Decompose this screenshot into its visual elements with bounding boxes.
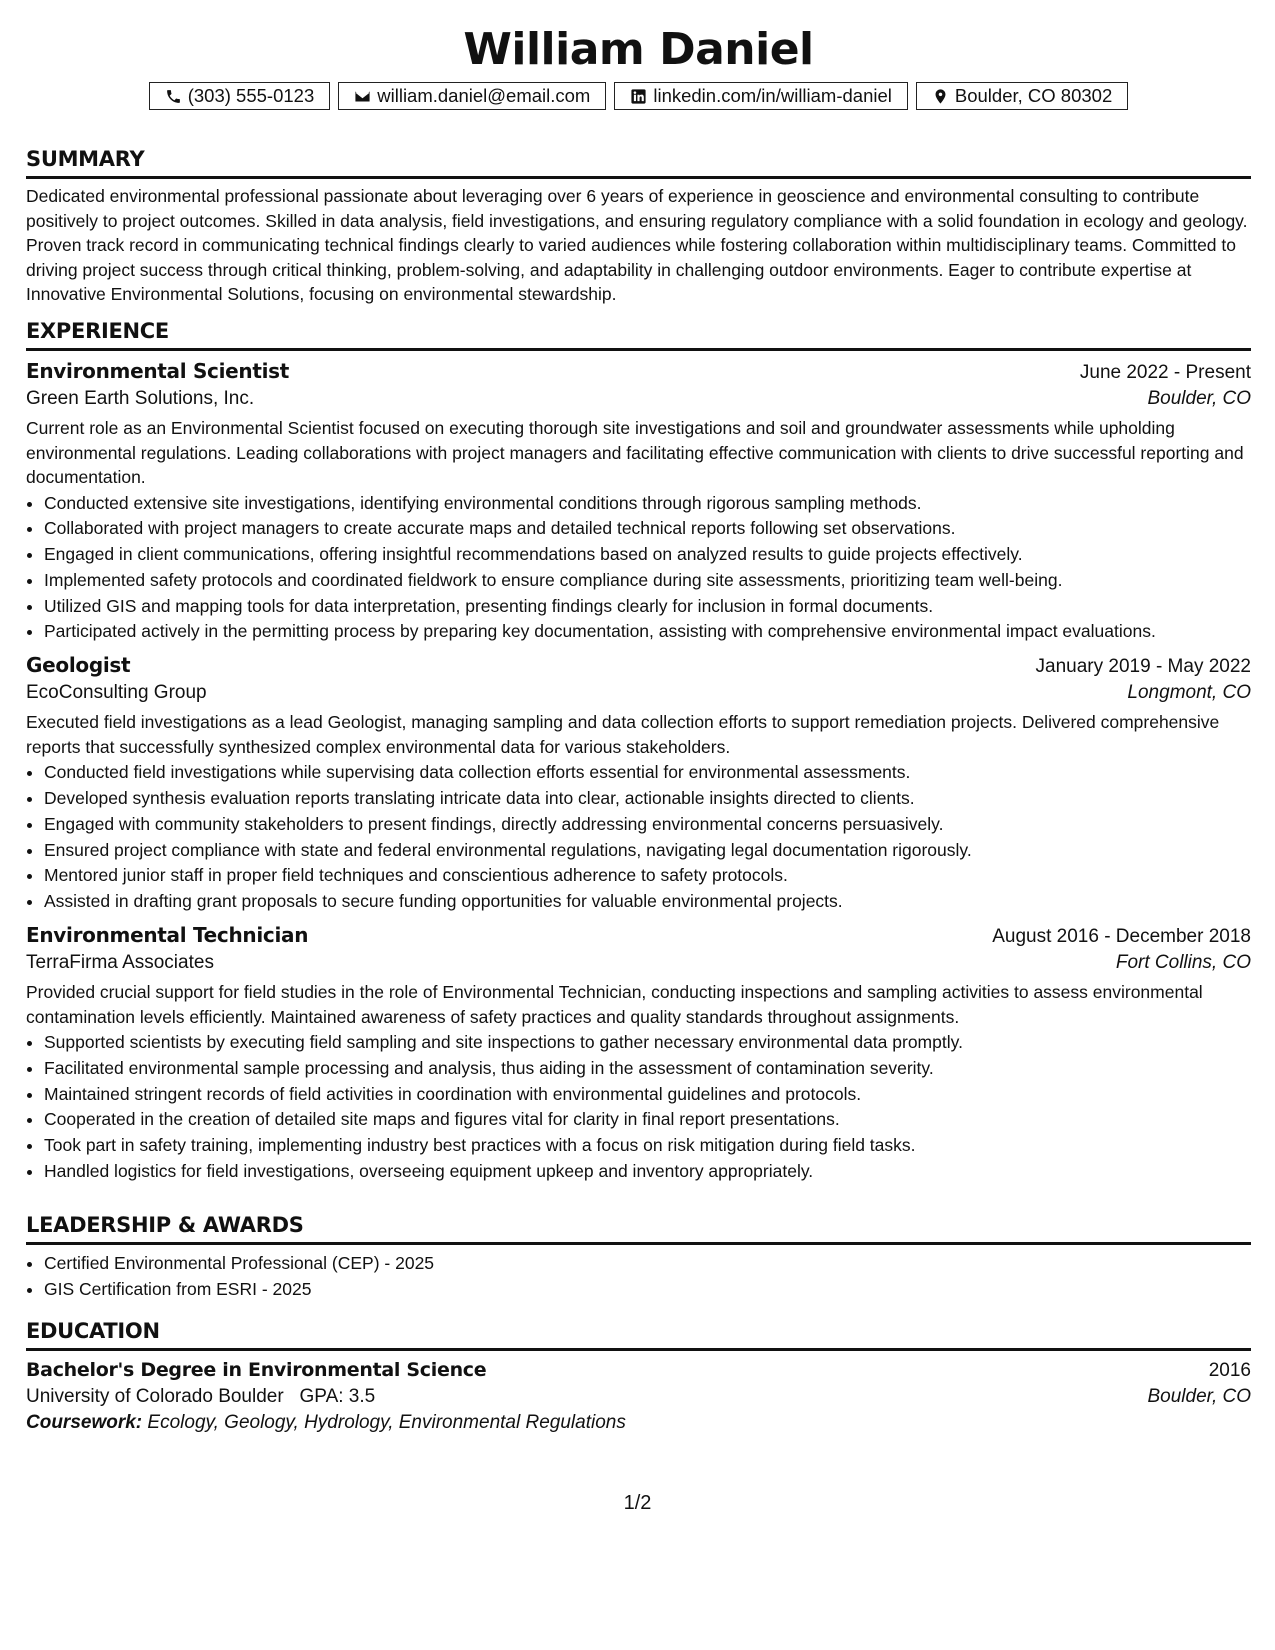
bullet-item: • Developed synthesis evaluation reports translating intricate data into clear, actionable insights directed to clients.	[44, 786, 1251, 812]
bullet-item: • Conducted field investigations while supervising data collection efforts essential for environmental assessments.	[44, 760, 1251, 786]
graduation-year: 2016	[1208, 1360, 1251, 1381]
section-title-experience: EXPERIENCE	[26, 318, 1251, 351]
job-dates: June 2022 - Present	[1079, 362, 1251, 383]
gpa: GPA: 3.5	[299, 1386, 376, 1407]
bullet-item: • Collaborated with project managers to create accurate maps and detailed technical reports following set observations.	[44, 516, 1251, 542]
bullet-item: • Participated actively in the permitting process by preparing key documentation, assisting with comprehensive environmental impact evaluations.	[44, 619, 1251, 645]
company-name: TerraFirma Associates	[26, 952, 214, 974]
bullet-item: • Engaged with community stakeholders to present findings, directly addressing environmental concerns persuasively.	[44, 812, 1251, 838]
education-section	[26, 1318, 1251, 1434]
bullet-item: • Mentored junior staff in proper field techniques and conscientious adherence to safety protocols.	[44, 863, 1251, 889]
contact-phone	[149, 82, 331, 110]
job-title: Environmental Technician	[26, 923, 309, 948]
award-item: • Certified Environmental Professional (CEP) - 2025	[44, 1251, 1251, 1277]
bullet-item: • Implemented safety protocols and coordinated fieldwork to ensure compliance during site assessments, prioritizing team well-being.	[44, 568, 1251, 594]
job-location: Longmont, CO	[1127, 682, 1251, 704]
awards-list	[26, 1251, 1251, 1303]
school-name: University of Colorado Boulder	[26, 1386, 284, 1407]
company-name: EcoConsulting Group	[26, 682, 207, 704]
coursework-list: Ecology, Geology, Hydrology, Environmental Regulations	[147, 1412, 626, 1433]
job-entry	[26, 653, 1251, 915]
company-name: Green Earth Solutions, Inc.	[26, 388, 255, 409]
job-description: Executed field investigations as a lead Geologist, managing sampling and data collection efforts to support remediation projects. Delivered comprehensive reports that successfully synthesized complex environmental data for various stakeholders.	[26, 712, 1220, 757]
bullet-item: • Utilized GIS and mapping tools for data interpretation, presenting findings clearly for inclusion in formal documents.	[44, 594, 1251, 620]
award-item: • GIS Certification from ESRI - 2025	[44, 1277, 1251, 1303]
email-text: william.daniel@email.com	[377, 85, 591, 106]
bullet-item: • Engaged in client communications, offering insightful recommendations based on analyzed results to guide projects effectively.	[44, 542, 1251, 568]
school-location: Boulder, CO	[1147, 1386, 1251, 1407]
bullet-item: • Conducted extensive site investigations, identifying environmental conditions through rigorous sampling methods.	[44, 491, 1251, 517]
location-text: Boulder, CO 80302	[954, 85, 1113, 106]
awards-section	[26, 1212, 1251, 1303]
bullet-item: • Assisted in drafting grant proposals to secure funding opportunities for valuable environmental projects.	[44, 889, 1251, 915]
section-title-summary: SUMMARY	[26, 146, 1251, 179]
job-entry	[26, 923, 1251, 1185]
envelope-icon	[354, 88, 371, 105]
job-bullets	[26, 1030, 1251, 1185]
job-description: Provided crucial support for field studies in the role of Environmental Technician, conducting inspections and sampling activities to assess environmental contamination levels efficiently. Maintained awareness of safety practices and quality standards throughout assignments.	[26, 982, 1203, 1027]
coursework	[26, 1412, 1251, 1434]
bullet-item: • Ensured project compliance with state and federal environmental regulations, navigating legal documentation rigorously.	[44, 838, 1251, 864]
bullet-item: • Cooperated in the creation of detailed site maps and figures vital for clarity in final report presentations.	[44, 1107, 1251, 1133]
bullet-item: • Handled logistics for field investigations, overseeing equipment upkeep and inventory appropriately.	[44, 1159, 1251, 1185]
job-description: Current role as an Environmental Scientist focused on executing thorough site investigations and soil and groundwater assessments while upholding environmental regulations. Leading collaborations with project managers and facilitating effective communication with clients to drive successful reporting and documentation.	[26, 418, 1244, 487]
degree-title: Bachelor's Degree in Environmental Science	[26, 1359, 487, 1381]
contact-bar	[26, 82, 1251, 110]
phone-icon	[165, 88, 182, 105]
contact-email[interactable]	[338, 82, 606, 110]
job-entry	[26, 359, 1251, 645]
location-pin-icon	[932, 88, 949, 105]
resume-page	[26, 0, 1251, 1433]
job-location: Boulder, CO	[1147, 388, 1251, 409]
contact-linkedin[interactable]	[614, 82, 908, 110]
contact-location	[916, 82, 1128, 110]
bullet-item: • Maintained stringent records of field activities in coordination with environmental guidelines and protocols.	[44, 1082, 1251, 1108]
phone-text: (303) 555-0123	[187, 85, 315, 106]
bullet-item: • Facilitated environmental sample processing and analysis, thus aiding in the assessment of contamination severity.	[44, 1056, 1251, 1082]
job-title: Environmental Scientist	[26, 359, 290, 383]
candidate-name: William Daniel	[463, 24, 814, 75]
experience-section	[26, 318, 1251, 1185]
job-dates: January 2019 - May 2022	[1035, 656, 1251, 678]
job-dates: August 2016 - December 2018	[992, 926, 1251, 948]
job-bullets	[26, 760, 1251, 915]
bullet-item: • Supported scientists by executing field sampling and site inspections to gather necessary environmental data promptly.	[44, 1030, 1251, 1056]
linkedin-icon	[630, 88, 647, 105]
summary-section	[26, 146, 1251, 307]
summary-text: Dedicated environmental professional passionate about leveraging over 6 years of experience in geoscience and environmental consulting to contribute positively to project outcomes. Skilled in data analysis, field investigations, and ensuring regulatory compliance with a solid foundation in ecology and geology. Proven track record in communicating technical findings clearly to varied audiences while fostering collaboration within multidisciplinary teams. Committed to driving project success through critical thinking, problem-solving, and adaptability in challenging outdoor environments. Eager to contribute expertise at Innovative Environmental Solutions, focusing on environmental stewardship.	[26, 186, 1248, 304]
section-title-education: EDUCATION	[26, 1318, 1251, 1351]
section-title-awards: LEADERSHIP & AWARDS	[26, 1212, 1251, 1245]
coursework-label: Coursework:	[26, 1412, 143, 1433]
job-title: Geologist	[26, 653, 131, 678]
linkedin-text: linkedin.com/in/william-daniel	[653, 85, 892, 106]
page-number: 1/2	[623, 1492, 652, 1514]
bullet-item: • Took part in safety training, implementing industry best practices with a focus on risk mitigation during field tasks.	[44, 1133, 1251, 1159]
job-location: Fort Collins, CO	[1115, 952, 1251, 974]
job-bullets	[26, 491, 1251, 646]
